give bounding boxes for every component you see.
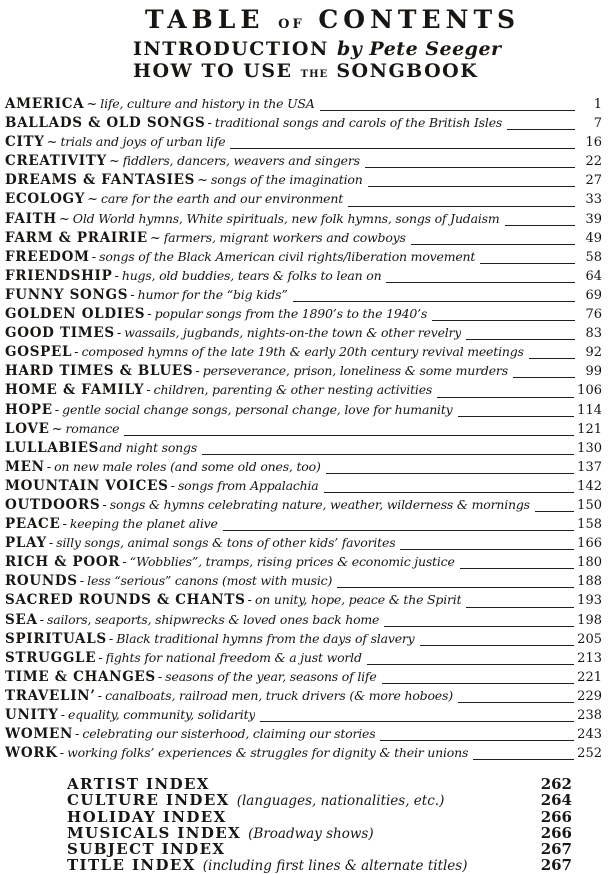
entry-description: equality, community, solidarity — [68, 707, 256, 722]
entry-page-number: 49 — [585, 230, 602, 246]
entry-separator: - — [207, 116, 212, 132]
entry-title: WORK — [5, 745, 58, 762]
entry-title: OUTDOORS — [5, 496, 101, 513]
entry-description: songs from Appalachia — [177, 477, 319, 493]
entry-separator: - — [62, 517, 67, 533]
index-row — [67, 856, 572, 872]
toc-entry — [5, 268, 602, 287]
leader-line — [124, 435, 574, 436]
entry-separator: - — [79, 574, 85, 590]
toc-entry — [5, 211, 602, 230]
entry-separator: - — [108, 631, 114, 647]
leader-line — [348, 206, 575, 207]
leader-line — [529, 358, 575, 359]
entry-page-number: 99 — [585, 364, 602, 380]
entry-separator: - — [91, 249, 97, 265]
entry-page-number: 39 — [585, 211, 602, 227]
leader-line — [367, 664, 574, 665]
entry-description: “Wobblies”, tramps, rising prices & economic justice — [129, 554, 455, 570]
toc-entry — [5, 631, 602, 650]
entry-separator: - — [157, 669, 163, 685]
entry-separator: - — [48, 536, 54, 552]
entry-description: hugs, old buddies, tears & folks to lean on — [121, 267, 382, 283]
entry-title: STRUGGLE — [5, 649, 97, 666]
entry-description: care for the earth and our environment — [101, 191, 344, 207]
page-title — [145, 5, 602, 38]
howto-heading — [133, 60, 602, 84]
index-note: (including first lines & alternate titles) — [202, 858, 468, 874]
entry-page-number: 180 — [577, 555, 602, 571]
index-row — [67, 791, 572, 810]
index-row — [67, 775, 572, 794]
entry-description: Old World hymns, White spirituals, new folk hymns, songs of Judaism — [72, 210, 500, 226]
leader-line — [260, 721, 574, 722]
entry-page-number: 130 — [577, 440, 602, 456]
toc-entry — [5, 516, 602, 535]
leader-line — [466, 339, 575, 340]
toc-entry — [5, 554, 602, 573]
toc-entry — [5, 707, 602, 726]
leader-line — [382, 683, 575, 684]
index-title: HOLIDAY INDEX — [67, 807, 227, 826]
entry-separator: - — [146, 383, 151, 399]
index-page-number: 264 — [540, 791, 572, 810]
entry-title: MOUNTAIN VOICES — [5, 477, 169, 494]
entry-description: on unity, hope, peace & the Spirit — [254, 592, 462, 608]
entry-page-number: 22 — [585, 154, 602, 170]
leader-line — [466, 607, 574, 608]
entry-separator: - — [98, 650, 103, 666]
leader-line — [230, 148, 575, 149]
toc-entry — [5, 115, 602, 134]
entry-title: GOSPEL — [5, 344, 73, 361]
entry-separator: - — [147, 307, 152, 323]
entry-title: FUNNY SONGS — [5, 286, 129, 303]
entry-title: FRIENDSHIP — [5, 267, 113, 284]
entry-separator: - — [122, 555, 127, 571]
leader-line — [458, 416, 575, 417]
toc-entries — [5, 96, 602, 764]
entry-separator: - — [170, 478, 175, 494]
entry-title: TRAVELIN’ — [5, 687, 96, 704]
entry-description: songs & hymns celebrating nature, weather, wilderness & mornings — [109, 496, 530, 512]
entry-description: silly songs, animal songs & tons of other kids’ favorites — [56, 535, 396, 551]
howto-label-post: SONGBOOK — [336, 60, 479, 82]
toc-entry — [5, 592, 602, 611]
toc-entry — [5, 573, 602, 592]
index-list — [5, 775, 602, 872]
leader-line — [365, 167, 575, 168]
leader-line — [480, 263, 575, 264]
page-title-word1: TABLE — [145, 5, 265, 34]
leader-line — [505, 225, 575, 226]
toc-entry — [5, 650, 602, 669]
index-page-number: 266 — [540, 823, 572, 842]
entry-title: GOLDEN OLDIES — [5, 306, 146, 323]
leader-line — [437, 397, 574, 398]
entry-description: fights for national freedom & a just world — [105, 649, 362, 665]
entry-page-number: 198 — [577, 612, 602, 628]
toc-entry — [5, 745, 602, 764]
leader-line — [223, 530, 574, 531]
toc-entry — [5, 726, 602, 745]
leader-line — [337, 587, 574, 588]
entry-page-number: 205 — [577, 631, 602, 647]
toc-entry — [5, 612, 602, 631]
toc-entry — [5, 287, 602, 306]
entry-separator: - — [75, 727, 80, 743]
entry-description: canalboats, railroad men, truck drivers (& more hoboes) — [105, 687, 453, 703]
entry-separator: - — [116, 326, 122, 342]
toc-entry — [5, 535, 602, 554]
entry-page-number: 158 — [577, 517, 602, 533]
index-page-number: 267 — [540, 840, 572, 859]
entry-description: seasons of the year, seasons of life — [165, 668, 377, 684]
toc-entry — [5, 153, 602, 172]
entry-separator: - — [97, 688, 103, 704]
leader-line — [384, 626, 574, 627]
index-page-number: 266 — [540, 807, 572, 826]
leader-line — [380, 740, 574, 741]
entry-description: Black traditional hymns from the days of slavery — [116, 630, 415, 646]
entry-separator: - — [247, 593, 252, 609]
entry-description: humor for the “big kids” — [137, 286, 288, 302]
entry-description: farmers, migrant workers and cowboys — [163, 229, 406, 245]
entry-title: PLAY — [5, 535, 47, 552]
leader-line — [535, 511, 574, 512]
leader-line — [513, 377, 575, 378]
entry-description: fiddlers, dancers, weavers and singers — [122, 153, 360, 169]
index-row — [67, 824, 572, 840]
entry-description: celebrating our sisterhood, claiming our stories — [82, 726, 376, 742]
entry-page-number: 7 — [593, 116, 602, 132]
entry-page-number: 16 — [585, 135, 602, 151]
entry-description: gentle social change songs, personal change, love for humanity — [62, 401, 453, 417]
toc-entry — [5, 402, 602, 421]
leader-line — [324, 492, 575, 493]
entry-separator: ~ — [197, 173, 208, 189]
entry-page-number: 106 — [577, 383, 602, 399]
entry-description: wassails, jugbands, nights-on-the town & other revelry — [124, 325, 462, 341]
entry-page-number: 27 — [585, 173, 602, 189]
index-row — [67, 840, 572, 859]
entry-separator: - — [60, 708, 66, 723]
entry-separator: - — [46, 459, 52, 475]
entry-description: trials and joys of urban life — [60, 134, 226, 150]
toc-entry — [5, 688, 602, 707]
entry-page-number: 69 — [585, 287, 602, 303]
entry-page-number: 150 — [577, 497, 602, 513]
entry-page-number: 229 — [577, 688, 602, 704]
toc-entry — [5, 249, 602, 268]
leader-line — [411, 244, 575, 245]
entry-page-number: 83 — [585, 326, 602, 342]
index-page-number: 262 — [540, 775, 572, 794]
entry-separator: ~ — [46, 135, 58, 151]
entry-page-number: 221 — [577, 669, 602, 685]
index-title: TITLE INDEX — [67, 856, 196, 874]
leader-line — [432, 320, 575, 321]
entry-separator: - — [54, 402, 60, 418]
toc-entry — [5, 421, 602, 440]
howto-label-pre: HOW TO USE — [133, 60, 293, 82]
toc-entry — [5, 344, 602, 363]
entry-description: romance — [65, 420, 120, 436]
entry-page-number: 252 — [577, 746, 602, 762]
toc-entry — [5, 459, 602, 478]
entry-separator: - — [130, 287, 135, 303]
leader-line — [368, 186, 575, 187]
entry-description: on new male roles (and some old ones, too) — [54, 458, 321, 474]
leader-line — [460, 568, 575, 569]
toc-entry — [5, 96, 602, 115]
entry-page-number: 137 — [577, 459, 602, 475]
entry-page-number: 114 — [577, 402, 602, 418]
entry-title: BALLADS & OLD SONGS — [5, 115, 206, 132]
index-note: (Broadway shows) — [248, 825, 374, 842]
entry-title: LOVE — [5, 420, 50, 437]
entry-title: GOOD TIMES — [5, 325, 115, 342]
toc-entry — [5, 497, 602, 516]
entry-description: songs of the Black American civil rights/liberation movement — [99, 248, 476, 264]
entry-description: children, parenting & other nesting activities — [153, 382, 433, 398]
entry-title: CITY — [5, 134, 45, 151]
entry-separator: - — [74, 345, 79, 361]
entry-title: FARM & PRAIRIE — [5, 229, 148, 246]
entry-description: working folks’ experiences & struggles for dignity & their unions — [67, 745, 469, 761]
leader-line — [293, 301, 575, 302]
toc-entry — [5, 325, 602, 344]
entry-title: CREATIVITY — [5, 153, 107, 170]
toc-entry — [5, 363, 602, 382]
toc-entry — [5, 440, 602, 459]
entry-page-number: 121 — [577, 421, 602, 437]
entry-title: FREEDOM — [5, 248, 90, 265]
entry-description: less “serious” canons (most with music) — [87, 573, 333, 589]
entry-separator: - — [102, 497, 107, 513]
entry-title: AMERICA — [5, 96, 85, 112]
leader-line — [202, 454, 574, 455]
index-note: (languages, nationalities, etc.) — [236, 793, 445, 810]
introduction-heading — [133, 38, 602, 60]
page-title-word2: CONTENTS — [318, 5, 521, 34]
page-title-of: of — [278, 12, 305, 33]
entry-title: ECOLOGY — [5, 191, 86, 208]
entry-description: sailors, seaports, shipwrecks & loved ones back home — [47, 611, 380, 627]
entry-title: PEACE — [5, 516, 61, 533]
entry-page-number: 142 — [577, 478, 602, 494]
entry-separator: ~ — [108, 154, 120, 170]
entry-page-number: 58 — [585, 249, 602, 265]
leader-line — [473, 759, 574, 760]
leader-line — [326, 473, 575, 474]
introduction-byline: by Pete Seeger — [336, 38, 502, 60]
entry-page-number: 166 — [577, 536, 602, 552]
entry-title: LULLABIES — [5, 439, 100, 456]
toc-entry — [5, 134, 602, 153]
introduction-label: INTRODUCTION — [133, 38, 329, 60]
entry-page-number: 238 — [577, 708, 602, 723]
toc-entry — [5, 478, 602, 497]
entry-separator: - — [39, 612, 45, 628]
toc-entry — [5, 382, 602, 401]
entry-title: SEA — [5, 611, 38, 628]
toc-entry — [5, 191, 602, 210]
entry-separator: ~ — [51, 421, 63, 437]
entry-separator: - — [114, 268, 119, 284]
entry-description: popular songs from the 1890’s to the 1940’s — [154, 306, 428, 322]
entry-page-number: 243 — [577, 727, 602, 743]
index-title: ARTIST INDEX — [67, 775, 210, 794]
entry-description: and night songs — [99, 439, 198, 455]
leader-line — [458, 702, 574, 703]
toc-entry — [5, 306, 602, 325]
leader-line — [420, 645, 575, 646]
toc-entry — [5, 230, 602, 249]
entry-description: composed hymns of the late 19th & early 20th century revival meetings — [81, 344, 524, 360]
entry-title: UNITY — [5, 707, 59, 723]
howto-label-the: the — [300, 65, 329, 81]
entry-title: HOME & FAMILY — [5, 382, 145, 399]
entry-page-number: 193 — [577, 593, 602, 609]
entry-description: keeping the planet alive — [69, 516, 218, 532]
entry-description: perseverance, prison, loneliness & some murders — [202, 363, 508, 379]
entry-separator: - — [59, 746, 65, 762]
entry-title: TIME & CHANGES — [5, 668, 156, 685]
entry-page-number: 33 — [585, 192, 602, 208]
entry-separator: ~ — [87, 192, 99, 208]
toc-entry — [5, 172, 602, 191]
entry-description: traditional songs and carols of the British Isles — [214, 115, 503, 131]
index-row — [67, 808, 572, 824]
entry-separator: ~ — [58, 211, 70, 227]
leader-line — [400, 549, 574, 550]
index-page-number: 267 — [540, 856, 572, 874]
index-title: MUSICALS INDEX — [67, 823, 242, 842]
leader-line — [507, 129, 575, 130]
index-title: CULTURE INDEX — [67, 791, 230, 810]
entry-page-number: 64 — [585, 268, 602, 284]
entry-title: SPIRITUALS — [5, 630, 107, 647]
page-header — [5, 5, 602, 84]
toc-entry — [5, 669, 602, 688]
entry-description: songs of the imagination — [210, 172, 363, 188]
index-title: SUBJECT INDEX — [67, 840, 226, 859]
entry-separator: ~ — [86, 97, 98, 112]
entry-title: MEN — [5, 458, 45, 475]
entry-title: RICH & POOR — [5, 554, 121, 571]
entry-page-number: 92 — [585, 345, 602, 361]
entry-title: HARD TIMES & BLUES — [5, 363, 194, 380]
entry-page-number: 188 — [577, 574, 602, 590]
leader-line — [320, 110, 575, 111]
entry-title: DREAMS & FANTASIES — [5, 172, 196, 189]
entry-page-number: 76 — [585, 307, 602, 323]
entry-page-number: 213 — [577, 650, 602, 666]
entry-separator: ~ — [149, 230, 161, 246]
entry-title: HOPE — [5, 401, 53, 418]
entry-title: ROUNDS — [5, 573, 78, 590]
entry-separator: - — [195, 364, 200, 380]
leader-line — [386, 282, 575, 283]
entry-title: SACRED ROUNDS & CHANTS — [5, 592, 246, 609]
entry-page-number: 1 — [593, 97, 602, 112]
entry-title: WOMEN — [5, 726, 73, 743]
entry-description: life, culture and history in the USA — [100, 96, 315, 111]
entry-title: FAITH — [5, 210, 57, 227]
